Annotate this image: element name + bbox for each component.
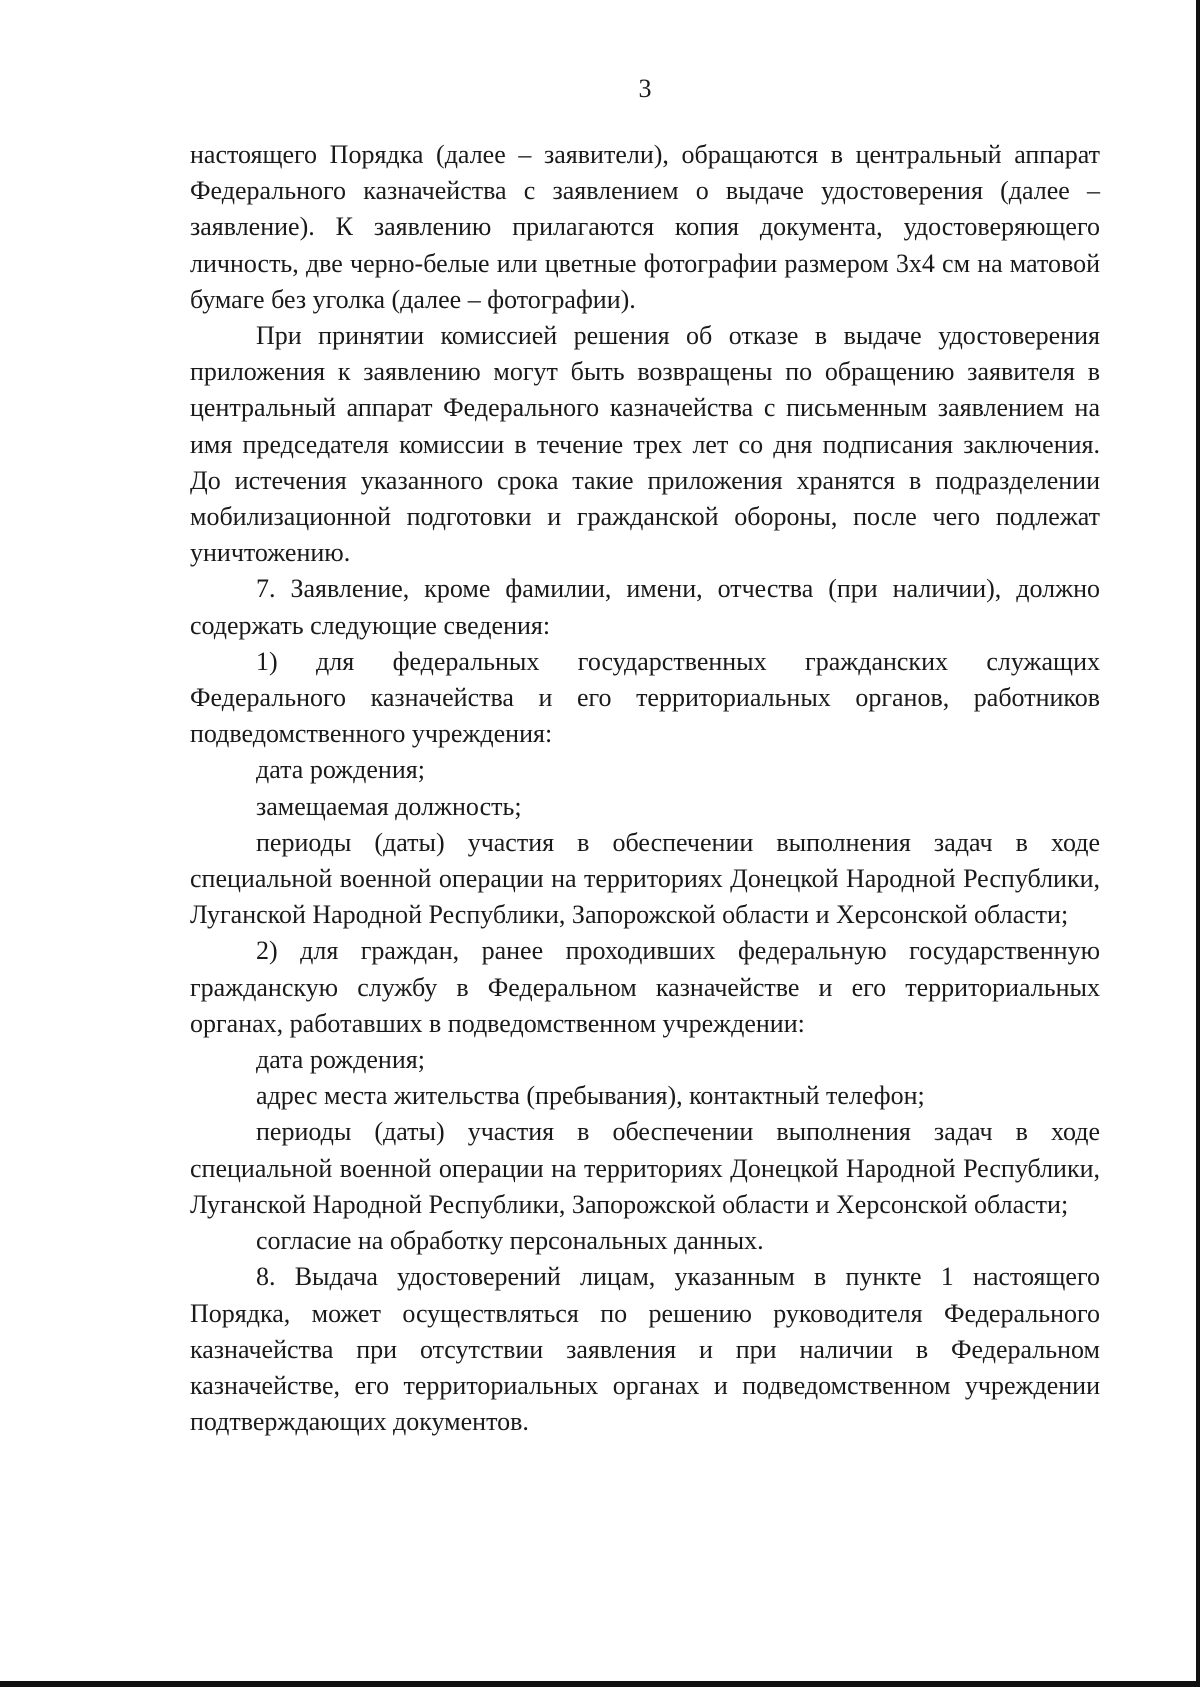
paragraph-list-entry: дата рождения; (256, 755, 425, 785)
page-number: 3 (638, 74, 652, 103)
paragraph-list-entry: периоды (даты) участия в обеспечении выполнения задач в ходе специальной военной операции на территориях Донецкой Народной Республики, Луганской Народной Республики, Запорожской области и Херсонской области; (190, 1117, 1100, 1219)
paragraph-list-entry: замещаемая должность; (256, 791, 522, 821)
paragraph-continuation: настоящего Порядка (далее – заявители), обращаются в центральный аппарат Федерального казначейства с заявлением о выдаче удостоверения (далее – заявление). К заявлению прилагаются копия документа, удостоверяющего личность, две черно-белые или цветные фотографии размером 3х4 см на матовой бумаге без уголка (далее – фотографии). (190, 140, 1100, 314)
paragraph-list-entry: адрес места жительства (пребывания), контактный телефон; (256, 1081, 925, 1111)
paragraph-subitem-1: 1) для федеральных государственных гражданских служащих Федерального казначейства и его территориальных органов, работников подведомственного учреждения: (190, 646, 1100, 749)
document-body (190, 137, 1100, 1440)
paragraph-item-8: 8. Выдача удостоверений лицам, указанным в пункте 1 настоящего Порядка, может осуществляться по решению руководителя Федерального казначейства при отсутствии заявления и при наличии в Федеральном казначействе, его территориальных органах и подведомственном учреждении подтверждающих документов. (190, 1262, 1100, 1437)
scan-edge-right (1196, 0, 1200, 1687)
paragraph-list-entry: дата рождения; (256, 1045, 425, 1075)
scan-edge-bottom (0, 1681, 1200, 1687)
paragraph-item-7: 7. Заявление, кроме фамилии, имени, отчества (при наличии), должно содержать следующие сведения: (190, 574, 1100, 640)
paragraph-refusal-return: При принятии комиссией решения об отказе в выдаче удостоверения приложения к заявлению могут быть возвращены по обращению заявителя в центральный аппарат Федерального казначейства с письменным заявлением на имя председателя комиссии в течение трех лет со дня подписания заключения. До истечения указанного срока такие приложения хранятся в подразделении мобилизационной подготовки и гражданской обороны, после чего подлежат уничтожению. (190, 321, 1100, 568)
paragraph-list-entry: согласие на обработку персональных данных. (256, 1226, 764, 1256)
paragraph-subitem-2: 2) для граждан, ранее проходивших федеральную государственную гражданскую службу в Федеральном казначействе и его территориальных органах, работавших в подведомственном учреждении: (190, 936, 1100, 1038)
paragraph-list-entry: периоды (даты) участия в обеспечении выполнения задач в ходе специальной военной операции на территориях Донецкой Народной Республики, Луганской Народной Республики, Запорожской области и Херсонской области; (190, 827, 1100, 930)
